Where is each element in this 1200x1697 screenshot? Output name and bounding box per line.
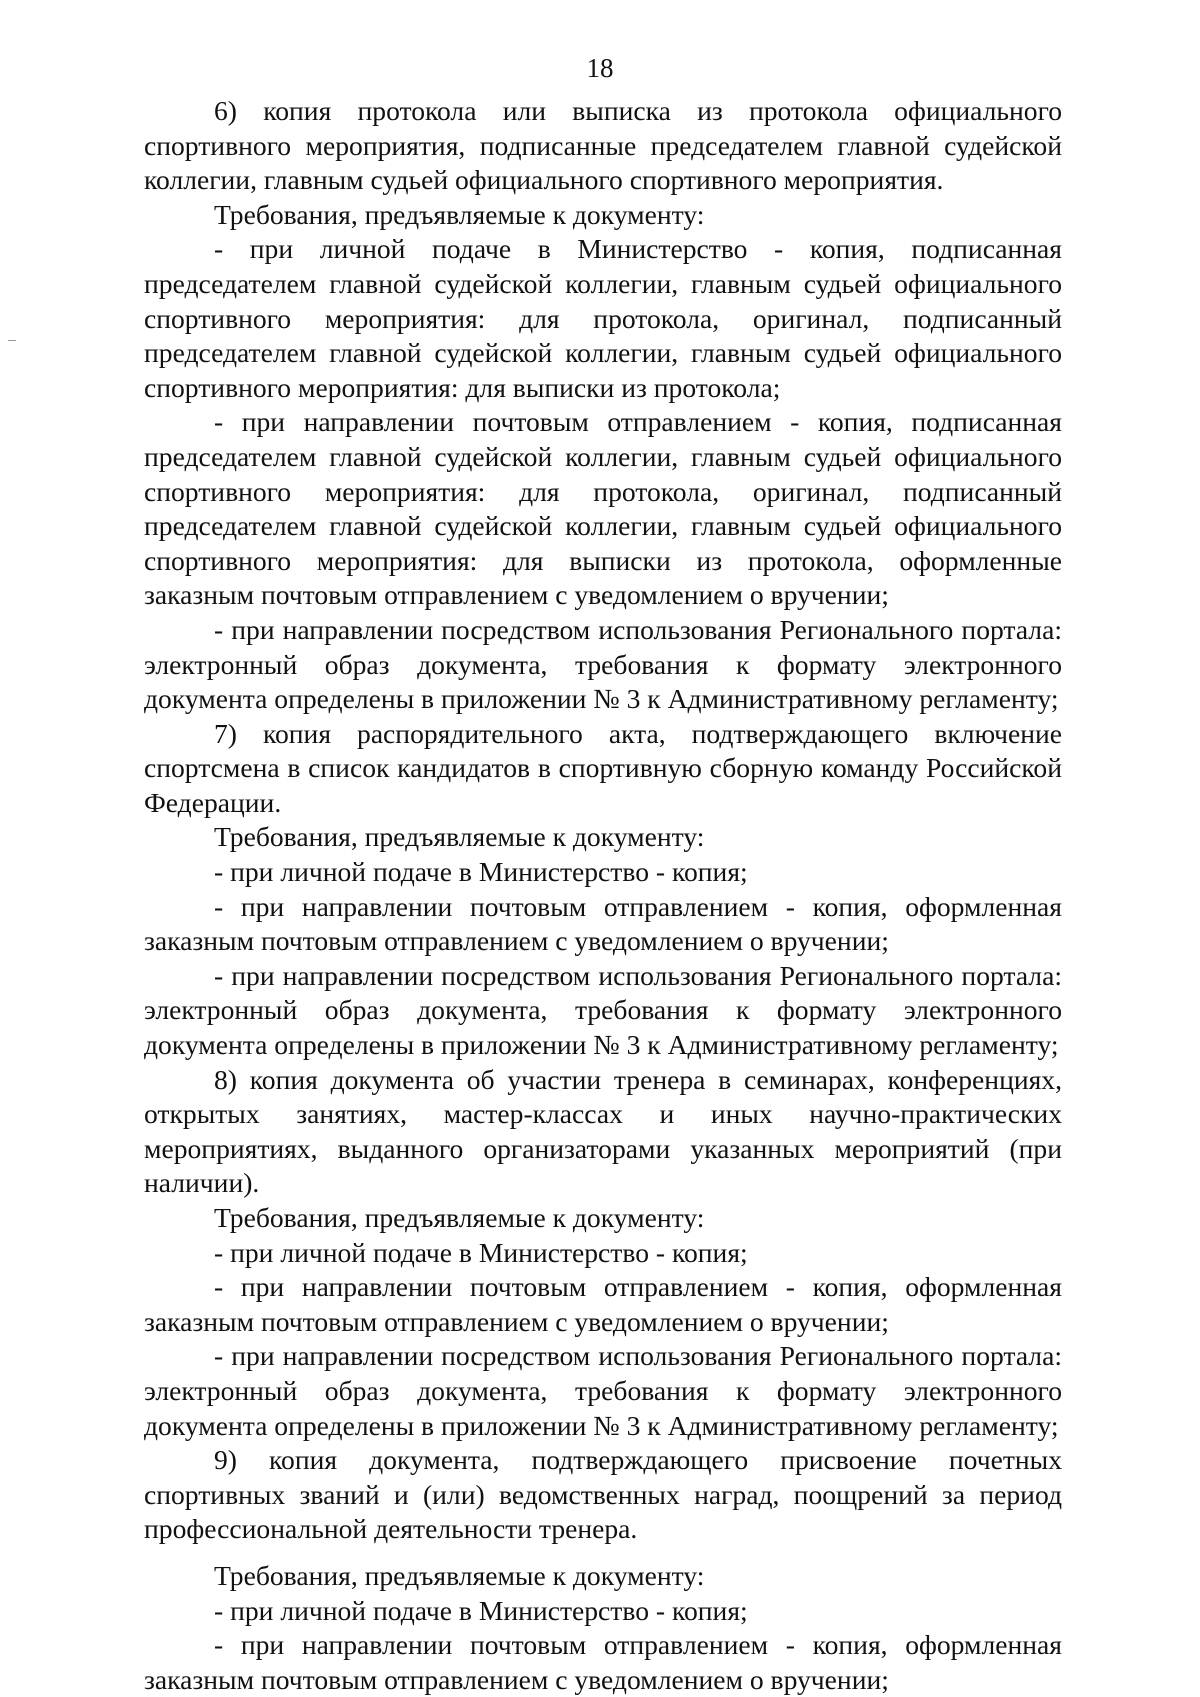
scan-margin-mark — [8, 340, 16, 341]
requirement-by-mail: - при направлении почтовым отправлением - копия, оформленная заказным почтовым отправлением с уведомлением о вручении; — [144, 1271, 1062, 1337]
requirement-regional-portal: - при направлении посредством использования Регионального портала: электронный образ документа, требования к формату электронного документа определены в приложении № 3 к Административному регламенту; — [144, 1340, 1062, 1441]
item-7-paragraph: 7) копия распорядительного акта, подтверждающего включение спортсмена в список кандидатов в спортивную сборную команду Российской Федерации. — [144, 717, 1062, 818]
document-body — [144, 94, 1062, 1697]
requirement-by-mail: - при направлении почтовым отправлением - копия, оформленная заказным почтовым отправлением с уведомлением о вручении; — [144, 890, 1062, 957]
requirement-by-mail: - при направлении почтовым отправлением - копия, оформленная заказным почтовым отправлением с уведомлением о вручении; — [144, 1629, 1062, 1695]
item-9-paragraph: 9) копия документа, подтверждающего присвоение почетных спортивных званий и (или) ведомственных наград, поощрений за период профессиональной деятельности тренера. — [144, 1444, 1062, 1545]
requirement-in-person: - при личной подаче в Министерство - копия; — [214, 856, 748, 888]
item-6-paragraph: 6) копия протокола или выписка из протокола официального спортивного мероприятия, подписанные председателем главной судейской коллегии, главным судьей официального спортивного мероприятия. — [144, 95, 1062, 196]
item-8-paragraph: 8) копия документа об участии тренера в семинарах, конференциях, открытых занятиях, мастер-классах и иных научно-практических мероприятиях, выданного организаторами указанных мероприятий (при наличии). — [144, 1063, 1062, 1199]
requirements-heading: Требования, предъявляемые к документу: — [214, 821, 705, 853]
requirements-heading: Требования, предъявляемые к документу: — [214, 1559, 705, 1591]
requirement-in-person: - при личной подаче в Министерство - копия; — [214, 1594, 748, 1626]
requirement-regional-portal: - при направлении посредством использования Регионального портала: электронный образ документа, требования к формату электронного документа определены в приложении № 3 к Административному регламенту; — [144, 959, 1062, 1061]
requirements-heading: Требования, предъявляемые к документу: — [214, 198, 705, 230]
requirements-heading: Требования, предъявляемые к документу: — [214, 1202, 705, 1233]
requirement-in-person: - при личной подаче в Министерство - копия; — [214, 1236, 748, 1268]
requirement-regional-portal: - при направлении посредством использования Регионального портала: электронный образ документа, требования к формату электронного документа определены в приложении № 3 к Административному регламенту; — [144, 613, 1062, 715]
requirement-in-person: - при личной подаче в Министерство - копия, подписанная председателем главной судейской коллегии, главным судьей официального спортивного мероприятия: для протокола, оригинал, подписанный председателем главной судейской коллегии, главным судьей официального спортивного мероприятия: для выписки из протокола; — [144, 233, 1062, 403]
requirement-by-mail: - при направлении почтовым отправлением - копия, подписанная председателем главной судейской коллегии, главным судьей официального спортивного мероприятия: для протокола, оригинал, подписанный председателем главной судейской коллегии, главным судьей официального спортивного мероприятия: для выписки из протокола, оформленные заказным почтовым отправлением с уведомлением о вручении; — [144, 406, 1062, 611]
page-number: 18 — [586, 53, 614, 83]
